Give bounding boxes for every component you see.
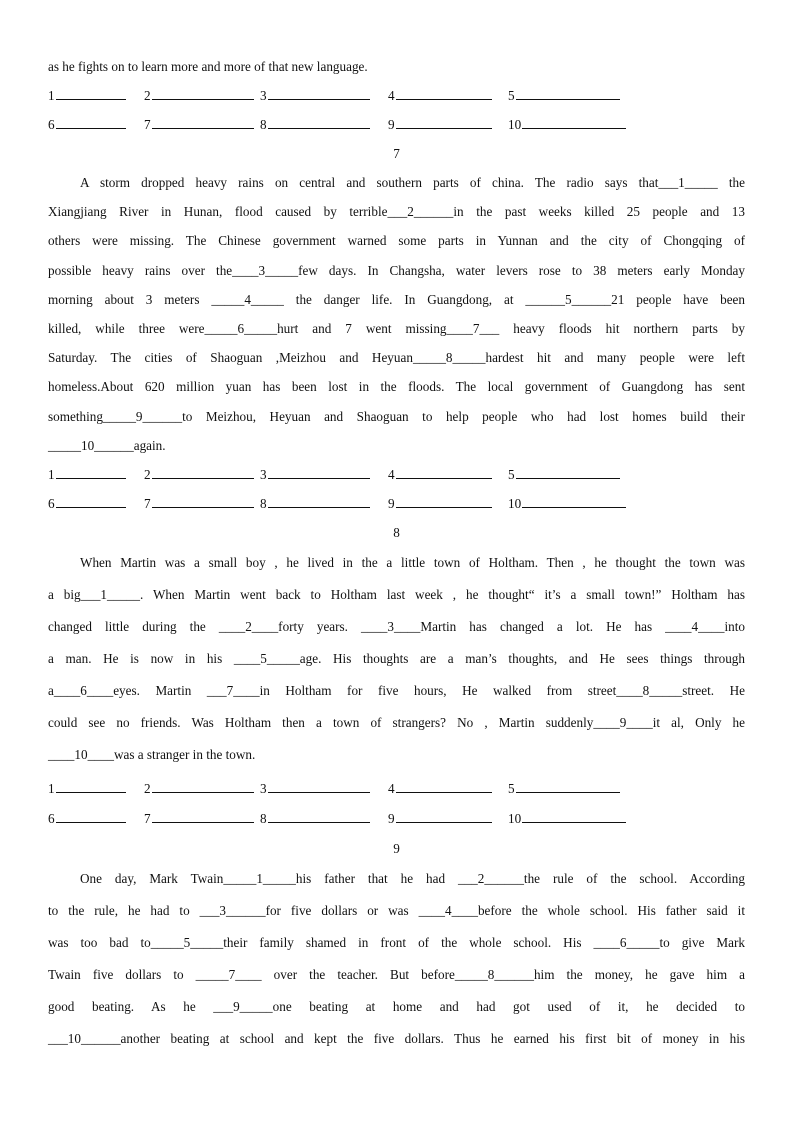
answer-sheet-7 [48, 460, 745, 518]
answer-blank-2[interactable]: 2 [144, 81, 260, 110]
answer-blank-3[interactable]: 3 [260, 81, 388, 110]
passage-line: others were missing. The Chinese government warned some parts in Yunnan and the city of Chongqing of [48, 233, 745, 249]
answer-row [48, 489, 745, 518]
passage-line: changed little during the ____2____forty years. ____3____Martin has changed a lot. He has ____4____into [48, 619, 745, 635]
passage-line: possible heavy rains over the____3_____few days. In Changsha, water levers rose to 38 meters early Monday [48, 262, 745, 278]
answer-blank-2[interactable]: 2 [144, 774, 260, 804]
answer-sheet-6 [48, 81, 745, 139]
cloze-passage-9 [48, 863, 745, 1055]
answer-row [48, 460, 745, 489]
answer-blank-10[interactable]: 10 [508, 804, 626, 834]
passage-line: good beating. As he ___9_____one beating at home and had got used of it, he decided to [48, 999, 745, 1015]
passage-line: Twain five dollars to _____7____ over the teacher. But before_____8______him the money, he gave him a [48, 967, 745, 983]
section-number: 9 [393, 841, 400, 857]
answer-blank-3[interactable]: 3 [260, 460, 388, 489]
answer-blank-7[interactable]: 7 [144, 489, 260, 518]
answer-blank-4[interactable]: 4 [388, 460, 508, 489]
answer-blank-8[interactable]: 8 [260, 804, 388, 834]
answer-blank-6[interactable]: 6 [48, 489, 144, 518]
answer-blank-9[interactable]: 9 [388, 110, 508, 139]
answer-blank-1[interactable]: 1 [48, 774, 144, 804]
passage-line: Xiangjiang River in Hunan, flood caused by terrible___2______in the past weeks killed 25 people and 13 [48, 204, 745, 220]
passage-line: killed, while three were_____6_____hurt and 7 went missing____7___ heavy floods hit northern parts by [48, 321, 745, 337]
passage-line: was too bad to_____5_____their family shamed in front of the whole school. His ____6_____to give Mark [48, 935, 745, 951]
answer-blank-4[interactable]: 4 [388, 81, 508, 110]
passage-line: When Martin was a small boy , he lived in the a little town of Holtham. Then , he thought the town was [80, 555, 745, 571]
passage-line: A storm dropped heavy rains on central and southern parts of china. The radio says that___1_____ the [80, 175, 745, 190]
section-number: 7 [393, 146, 400, 161]
answer-blank-5[interactable]: 5 [508, 774, 620, 804]
answer-blank-1[interactable]: 1 [48, 460, 144, 489]
answer-blank-5[interactable]: 5 [508, 460, 620, 489]
passage-line: a man. He is now in his ____5_____age. His thoughts are a man’s thoughts, and He sees things through [48, 651, 745, 667]
passage-line: ___10______another beating at school and kept the five dollars. Thus he earned his first bit of money in his [48, 1031, 745, 1047]
answer-blank-7[interactable]: 7 [144, 804, 260, 834]
answer-sheet-8 [48, 774, 745, 834]
passage-line: One day, Mark Twain_____1_____his father that he had ___2______the rule of the school. According [80, 871, 745, 887]
answer-row [48, 804, 745, 834]
answer-blank-9[interactable]: 9 [388, 804, 508, 834]
answer-blank-8[interactable]: 8 [260, 489, 388, 518]
answer-blank-9[interactable]: 9 [388, 489, 508, 518]
passage-line: something_____9______to Meizhou, Heyuan and Shaoguan to help people who had lost homes build their [48, 408, 745, 424]
answer-row [48, 774, 745, 804]
passage-line: homeless.About 620 million yuan has been lost in the floods. The local government of Guangdong has sent [48, 379, 745, 395]
answer-blank-3[interactable]: 3 [260, 774, 388, 804]
answer-blank-10[interactable]: 10 [508, 110, 626, 139]
passage-line: _____10______again. [48, 437, 166, 453]
passage-line: could see no friends. Was Holtham then a town of strangers? No , Martin suddenly____9____it al, Only he [48, 715, 745, 731]
passage-line: Saturday. The cities of Shaoguan ,Meizhou and Heyuan_____8_____hardest hit and many people were left [48, 350, 745, 366]
answer-blank-10[interactable]: 10 [508, 489, 626, 518]
section-number: 8 [393, 525, 400, 541]
answer-blank-6[interactable]: 6 [48, 804, 144, 834]
answer-row [48, 110, 745, 139]
passage-line: morning about 3 meters _____4_____ the danger life. In Guangdong, at ______5______21 people have been [48, 291, 745, 307]
cloze-passage-7 [48, 168, 745, 460]
answer-blank-2[interactable]: 2 [144, 460, 260, 489]
intro-line: as he fights on to learn more and more of that new language. [48, 59, 368, 74]
answer-blank-5[interactable]: 5 [508, 81, 620, 110]
passage-line: to the rule, he had to ___3______for five dollars or was ____4____before the whole school. His father said it [48, 903, 745, 919]
passage-line: a____6____eyes. Martin ___7____in Holtham for five hours, He walked from street____8_____street. He [48, 683, 745, 699]
answer-blank-6[interactable]: 6 [48, 110, 144, 139]
cloze-passage-8 [48, 547, 745, 771]
answer-blank-7[interactable]: 7 [144, 110, 260, 139]
passage-line: ____10____was a stranger in the town. [48, 747, 256, 763]
passage-line: a big___1_____. When Martin went back to Holtham last week , he thought“ it’s a small town!” Holtham has [48, 587, 745, 603]
answer-blank-1[interactable]: 1 [48, 81, 144, 110]
answer-row [48, 81, 745, 110]
answer-blank-8[interactable]: 8 [260, 110, 388, 139]
answer-blank-4[interactable]: 4 [388, 774, 508, 804]
document-page [48, 52, 745, 1055]
